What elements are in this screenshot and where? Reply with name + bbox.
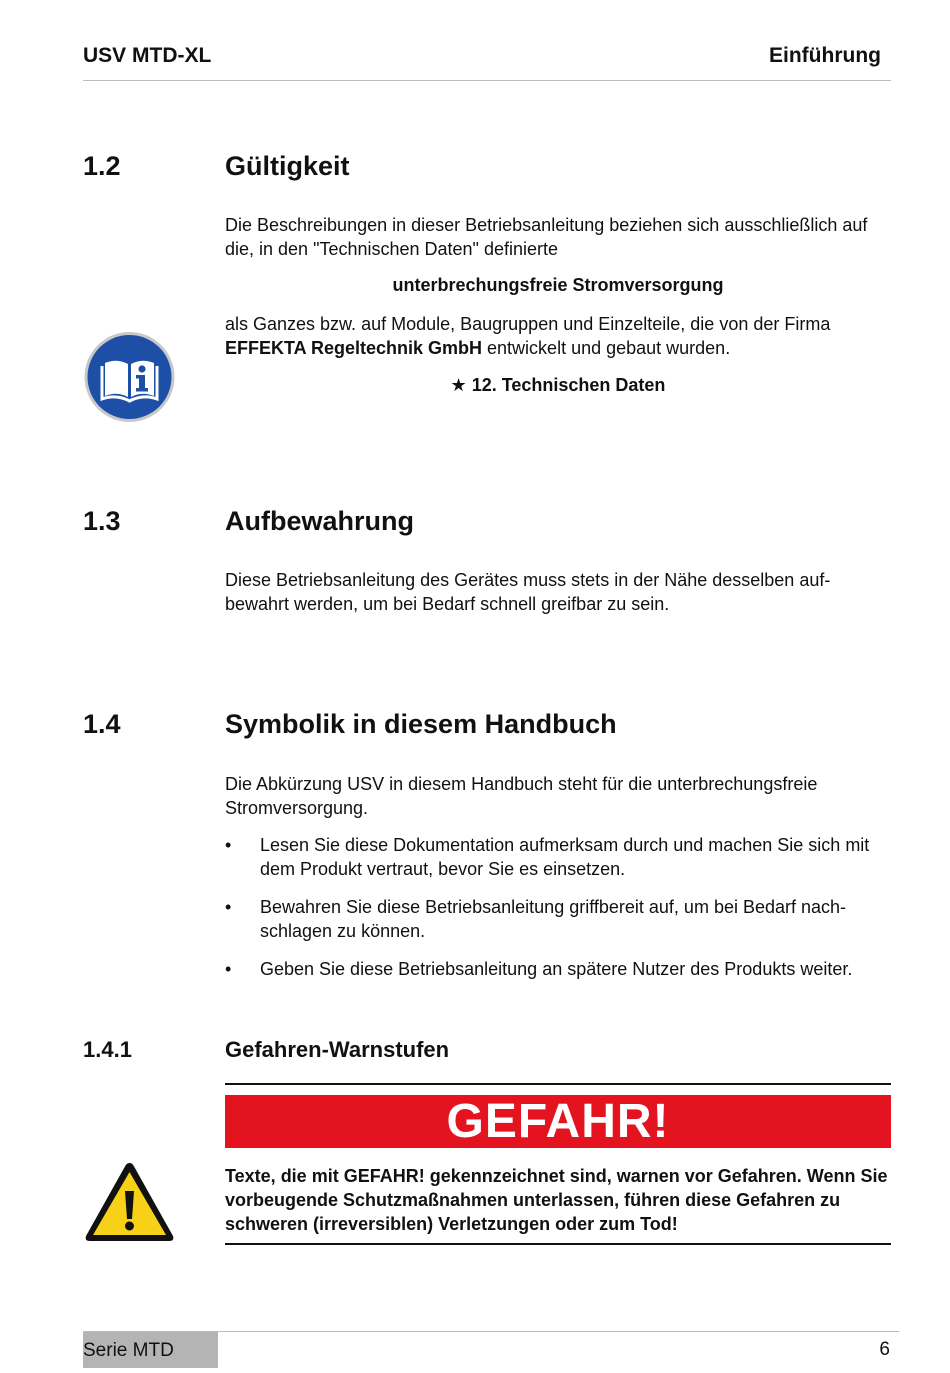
- info-manual-icon: [83, 331, 176, 423]
- list-item: • Bewahren Sie diese Betriebsanleitung griffbereit auf, um bei Bedarf nach-schlagen zu können.: [225, 897, 847, 941]
- star-icon: ★: [450, 375, 467, 395]
- footer-series: Serie MTD: [83, 1332, 218, 1368]
- validity-paragraph-2: als Ganzes bzw. auf Module, Baugruppen und Einzelteile, die von der Firma EFFEKTA Regeltechnik GmbH entwickelt und gebaut wurden.: [225, 314, 831, 358]
- subsection-title: Gefahren-Warnstufen: [225, 1037, 450, 1062]
- warning-top-rule: [225, 1083, 891, 1085]
- storage-paragraph: Diese Betriebsanleitung des Gerätes muss stets in der Nähe desselben auf-bewahrt werden, um bei Bedarf schnell greifbar zu sein.: [225, 570, 831, 614]
- section-title: Aufbewahrung: [225, 506, 414, 536]
- section-title: Symbolik in diesem Handbuch: [225, 709, 617, 739]
- section-number: 1.2: [83, 151, 121, 181]
- page-number: 6: [879, 1339, 890, 1360]
- section-number: 1.3: [83, 506, 121, 536]
- warning-triangle-icon: [83, 1160, 176, 1244]
- section-number: 1.4: [83, 709, 121, 739]
- header-title: USV MTD-XL: [83, 44, 212, 67]
- list-item: • Lesen Sie diese Dokumentation aufmerksam durch und machen Sie sich mit dem Produkt vertraut, bevor Sie es einsetzen.: [225, 835, 870, 879]
- subsection-number: 1.4.1: [83, 1037, 132, 1062]
- validity-highlight: unterbrechungsfreie Stromversorgung: [392, 275, 724, 295]
- header-divider: [83, 80, 891, 81]
- instructions-list: [225, 833, 891, 995]
- danger-banner: GEFAHR!: [225, 1095, 891, 1148]
- danger-text: Texte, die mit GEFAHR! gekennzeichnet sind, warnen vor Gefahren. Wenn Sie vorbeugende Schutzmaßnahmen unterlassen, führen diese Gefahren zu schweren (irreversiblen) Verletzungen oder zum Tod!: [225, 1166, 888, 1234]
- header-chapter: Einführung: [769, 44, 881, 67]
- company-name: EFFEKTA Regeltechnik GmbH: [225, 338, 483, 358]
- list-item: • Geben Sie diese Betriebsanleitung an spätere Nutzer des Produkts weiter.: [225, 959, 853, 979]
- symbols-paragraph: Die Abkürzung USV in diesem Handbuch steht für die unterbrechungsfreie Stromversorgung.: [225, 774, 818, 818]
- warning-bottom-rule: [225, 1243, 891, 1245]
- cross-reference: ★ 12. Technischen Daten: [450, 375, 666, 395]
- section-title: Gültigkeit: [225, 151, 350, 181]
- validity-paragraph: Die Beschreibungen in dieser Betriebsanleitung beziehen sich ausschließlich auf die, in den "Technischen Daten" definierte: [225, 215, 868, 259]
